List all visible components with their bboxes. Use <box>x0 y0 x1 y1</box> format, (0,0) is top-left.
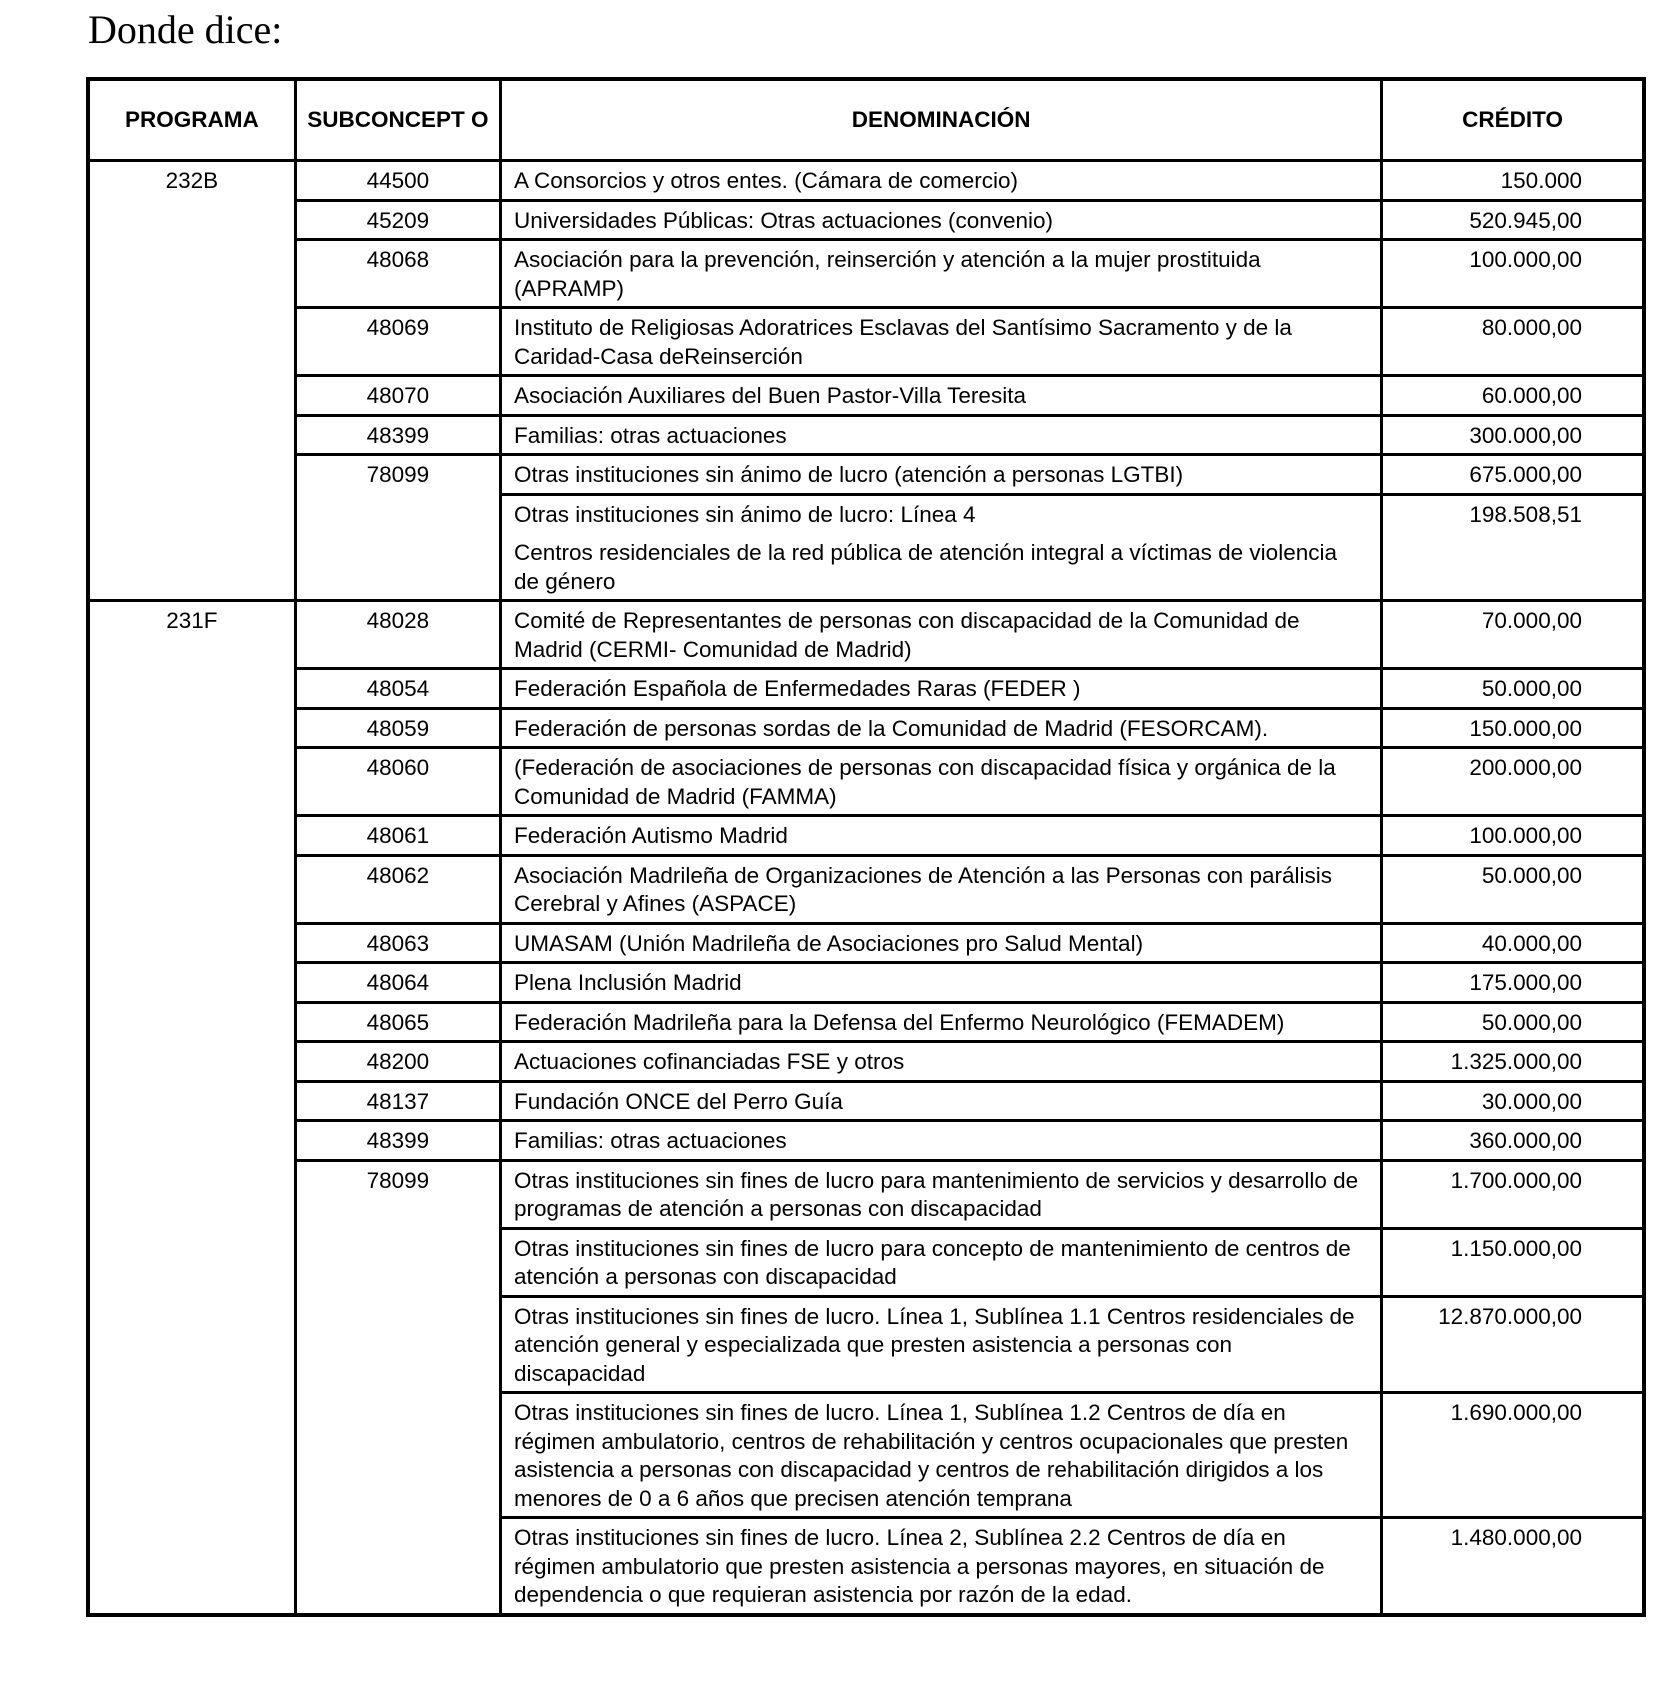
denominacion-cell <box>501 816 1382 856</box>
credito-cell: 70.000,00 <box>1382 601 1644 669</box>
denominacion-text: Asociación Auxiliares del Buen Pastor-Villa Teresita <box>514 383 1026 408</box>
credito-cell: 12.870.000,00 <box>1382 1296 1644 1393</box>
denominacion-cell <box>501 455 1382 495</box>
denominacion-text: UMASAM (Unión Madrileña de Asociaciones pro Salud Mental) <box>514 930 1144 956</box>
table-row <box>88 601 1644 669</box>
subconcepto-cell: 48062 <box>295 855 500 923</box>
subconcepto-cell: 48070 <box>295 376 500 416</box>
denominacion-cell <box>501 1042 1382 1082</box>
denominacion-cell <box>501 1228 1382 1296</box>
denominacion-text: Otras instituciones sin ánimo de lucro (atención a personas LGTBI) <box>514 462 1184 487</box>
credito-cell: 1.700.000,00 <box>1382 1160 1644 1228</box>
subconcepto-cell: 48399 <box>295 1121 500 1161</box>
denominacion-cell <box>501 923 1382 963</box>
credito-cell: 100.000,00 <box>1382 816 1644 856</box>
denominacion-text: Asociación Madrileña de Organizaciones de Atención a las Personas con parálisis Cerebral y Afines (ASPACE) <box>514 862 1332 916</box>
denominacion-cell <box>501 1121 1382 1161</box>
credito-cell: 30.000,00 <box>1382 1081 1644 1121</box>
denominacion-cell <box>501 1518 1382 1615</box>
credito-cell: 60.000,00 <box>1382 376 1644 416</box>
denominacion-text: Familias: otras actuaciones <box>514 1128 787 1153</box>
table-row <box>88 1002 1644 1042</box>
denominacion-cell <box>501 161 1382 201</box>
denominacion-cell <box>501 855 1382 923</box>
subconcepto-cell: 48137 <box>295 1081 500 1121</box>
denominacion-cell <box>501 1160 1382 1228</box>
denominacion-text: Otras instituciones sin fines de lucro para mantenimiento de servicios y desarrollo de programas de atención a personas con discapacidad <box>514 1167 1359 1221</box>
subconcepto-cell: 48059 <box>295 708 500 748</box>
table-row <box>88 855 1644 923</box>
denominacion-cell <box>501 601 1382 669</box>
denominacion-cell <box>501 1296 1382 1393</box>
programa-cell: 231F <box>88 601 295 1615</box>
denominacion-cell <box>501 1002 1382 1042</box>
table-header-row <box>88 79 1644 161</box>
denominacion-text: Actuaciones cofinanciadas FSE y otros <box>514 1049 905 1074</box>
credito-cell: 198.508,51 <box>1382 494 1644 601</box>
denominacion-text: A Consorcios y otros entes. (Cámara de comercio) <box>514 168 1018 193</box>
credito-cell: 1.480.000,00 <box>1382 1518 1644 1615</box>
subconcepto-cell: 45209 <box>295 200 500 240</box>
table-row <box>88 240 1644 308</box>
credito-cell: 175.000,00 <box>1382 963 1644 1003</box>
denominacion-cell <box>501 415 1382 455</box>
credito-cell: 150.000 <box>1382 161 1644 201</box>
header-programa: PROGRAMA <box>88 79 295 161</box>
table-row <box>88 816 1644 856</box>
credito-cell: 675.000,00 <box>1382 455 1644 495</box>
denominacion-cell <box>501 1393 1382 1518</box>
subconcepto-cell: 44500 <box>295 161 500 201</box>
table-row <box>88 1160 1644 1228</box>
table-row <box>88 1081 1644 1121</box>
table-row <box>88 923 1644 963</box>
subconcepto-cell: 48028 <box>295 601 500 669</box>
table-row <box>88 308 1644 376</box>
credito-cell: 1.690.000,00 <box>1382 1393 1644 1518</box>
table-row <box>88 376 1644 416</box>
denominacion-text: Federación de personas sordas de la Comunidad de Madrid (FESORCAM). <box>514 715 1269 741</box>
credito-cell: 50.000,00 <box>1382 1002 1644 1042</box>
denominacion-text: Otras instituciones sin fines de lucro. Línea 1, Sublínea 1.1 Centros residenciales de atención general y especializada que presten asistencia a personas con discapacidad <box>514 1303 1355 1386</box>
table-row <box>88 748 1644 816</box>
denominacion-text: Otras instituciones sin fines de lucro. Línea 2, Sublínea 2.2 Centros de día en régimen ambulatorio que presten asistencia a personas mayores, en situación de dependencia o que requieran asistencia por razón de la edad. <box>514 1525 1325 1607</box>
table-row <box>88 415 1644 455</box>
table-row <box>88 161 1644 201</box>
subconcepto-cell: 48054 <box>295 669 500 709</box>
denominacion-cell <box>501 708 1382 748</box>
denominacion-text: Federación Madrileña para la Defensa del Enfermo Neurológico (FEMADEM) <box>514 1009 1285 1035</box>
denominacion-text: Otras instituciones sin ánimo de lucro: Línea 4 <box>514 501 976 527</box>
credito-cell: 50.000,00 <box>1382 669 1644 709</box>
page-heading: Donde dice: <box>88 7 283 52</box>
denominacion-cell <box>501 1081 1382 1121</box>
subconcepto-cell: 48065 <box>295 1002 500 1042</box>
credito-cell: 300.000,00 <box>1382 415 1644 455</box>
credito-cell: 1.325.000,00 <box>1382 1042 1644 1082</box>
denominacion-cell <box>501 748 1382 816</box>
table-row <box>88 963 1644 1003</box>
denominacion-text: Plena Inclusión Madrid <box>514 970 742 995</box>
denominacion-text: Fundación ONCE del Perro Guía <box>514 1088 843 1114</box>
denominacion-text: Otras instituciones sin fines de lucro para concepto de mantenimiento de centros de atención a personas con discapacidad <box>514 1235 1351 1289</box>
credito-cell: 100.000,00 <box>1382 240 1644 308</box>
table-row <box>88 669 1644 709</box>
table-row <box>88 455 1644 495</box>
denominacion-text: Universidades Públicas: Otras actuaciones (convenio) <box>514 207 1054 233</box>
denominacion-cell <box>501 963 1382 1003</box>
denominacion-cell <box>501 200 1382 240</box>
header-denominacion: DENOMINACIÓN <box>501 79 1382 161</box>
table-row <box>88 200 1644 240</box>
subconcepto-cell: 48069 <box>295 308 500 376</box>
denominacion-cell <box>501 669 1382 709</box>
credito-cell: 150.000,00 <box>1382 708 1644 748</box>
denominacion-cell <box>501 376 1382 416</box>
denominacion-text: Otras instituciones sin fines de lucro. Línea 1, Sublínea 1.2 Centros de día en régimen ambulatorio, centros de rehabilitación y centros ocupacionales que presten asistencia a personas con discapacidad y centros de rehabilitación dirigidos a los menores de 0 a 6 años que precisen atención temprana <box>514 1400 1349 1511</box>
credito-cell: 50.000,00 <box>1382 855 1644 923</box>
denominacion-cell <box>501 240 1382 308</box>
denominacion-cell <box>501 494 1382 601</box>
table-row <box>88 708 1644 748</box>
credito-cell: 1.150.000,00 <box>1382 1228 1644 1296</box>
subconcepto-cell: 48063 <box>295 923 500 963</box>
denominacion-text: Comité de Representantes de personas con discapacidad de la Comunidad de Madrid (CERMI- Comunidad de Madrid) <box>514 608 1300 662</box>
subconcepto-cell: 48200 <box>295 1042 500 1082</box>
table-row <box>88 1042 1644 1082</box>
credito-cell: 200.000,00 <box>1382 748 1644 816</box>
denominacion-text: Instituto de Religiosas Adoratrices Esclavas del Santísimo Sacramento y de la Caridad-Casa deReinserción <box>514 315 1292 369</box>
table-row <box>88 1121 1644 1161</box>
header-subconcepto: SUBCONCEPT O <box>295 79 500 161</box>
budget-table <box>86 77 1646 1617</box>
denominacion-text: Federación Española de Enfermedades Raras (FEDER ) <box>514 676 1081 701</box>
denominacion-text: Federación Autismo Madrid <box>514 823 788 848</box>
subconcepto-cell: 48061 <box>295 816 500 856</box>
credito-cell: 80.000,00 <box>1382 308 1644 376</box>
denominacion-text: Centros residenciales de la red pública de atención integral a víctimas de violencia de género <box>514 540 1337 594</box>
credito-cell: 360.000,00 <box>1382 1121 1644 1161</box>
credito-cell: 520.945,00 <box>1382 200 1644 240</box>
denominacion-text: (Federación de asociaciones de personas con discapacidad física y orgánica de la Comunidad de Madrid (FAMMA) <box>514 755 1336 809</box>
denominacion-text: Familias: otras actuaciones <box>514 422 787 448</box>
subconcepto-cell: 78099 <box>295 455 500 601</box>
header-credito: CRÉDITO <box>1382 79 1644 161</box>
subconcepto-cell: 48068 <box>295 240 500 308</box>
subconcepto-cell: 78099 <box>295 1160 500 1615</box>
subconcepto-cell: 48399 <box>295 415 500 455</box>
credito-cell: 40.000,00 <box>1382 923 1644 963</box>
denominacion-text: Asociación para la prevención, reinserción y atención a la mujer prostituida (APRAMP) <box>514 247 1261 301</box>
subconcepto-cell: 48064 <box>295 963 500 1003</box>
programa-cell: 232B <box>88 161 295 601</box>
subconcepto-cell: 48060 <box>295 748 500 816</box>
denominacion-cell <box>501 308 1382 376</box>
